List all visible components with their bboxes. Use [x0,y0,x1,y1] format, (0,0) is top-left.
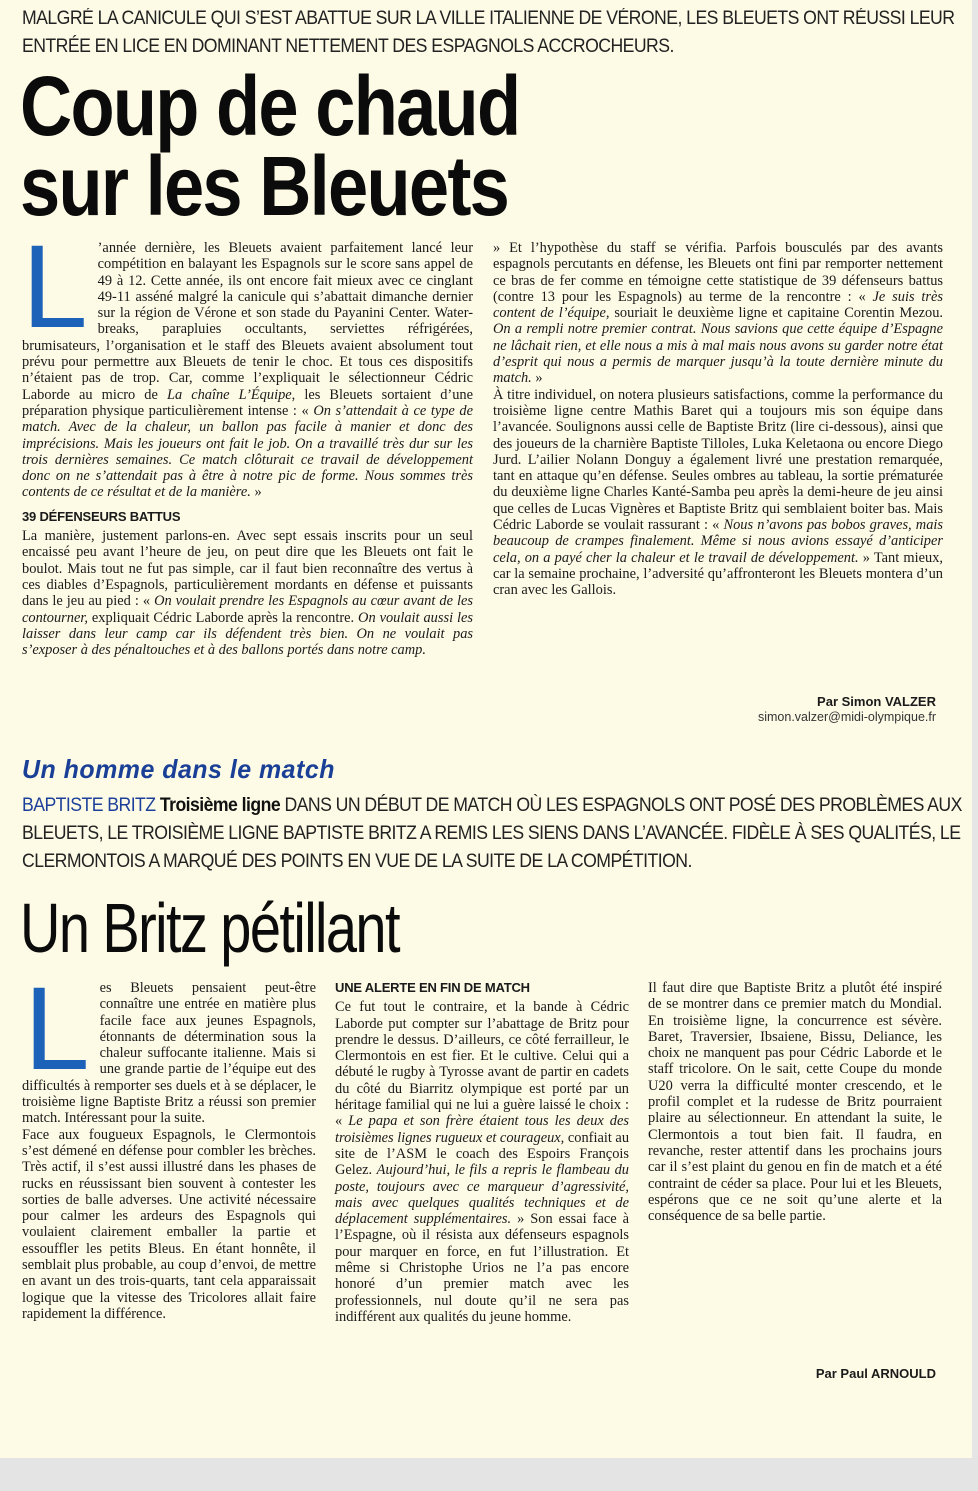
article1-column-1 [22,221,473,659]
article2-rubric: Un homme dans le match [22,754,335,784]
mezou-quote-2: On a rempli notre premier contrat. Nous savions que cette équipe d’Espagne ne lâchait rien, et elle nous a mis à mal mais nous avons su garder notre état d’esprit qui nous a permis de marquer jusqu’à la toute dernière minute du match. [493,321,943,387]
article2-column-1 [22,963,316,1322]
article1-paragraph-4: À titre individuel, on notera plusieurs satisfactions, comme la performance du troisième ligne centre Mathis Baret qui a toujours mis son équipe dans l’avancée. Soulignons aussi celle de Baptiste Britz (lire ci-dessous), ainsi que des joueurs de la charnière Baptiste Tilloles, Luka Keletaona ou encore Diego Jurd. L’ailier Nolann Donguy a également livré une prestation remarquée, tant en attaque qu’en défense. Seules ombres au tableau, la sortie prématurée du deuxième ligne Charles Kanté-Samba peu après la demi-heure de jeu ainsi que celles de Lucas Vignères et Baptiste Britz qui semblaient boiter bas. Mais Cédric Laborde se voulait rassurant : « Nous n’avons pas bobos graves, mais beaucoup de crampes finalement. Même si nous avions essayé d’anticiper cela, on a payé cher la chaleur et le travail de développement. » Tant mieux, car la semaine prochaine, l’adversité qu’affronteront les Bleuets montera d’un cran avec les Gallois. [493,386,943,599]
article1-column-2 [493,240,943,599]
article1-signature: Par Simon VALZER [817,694,936,709]
article2-column-2 [335,980,629,1325]
article2-paragraph-4: Il faut dire que Baptiste Britz a plutôt été inspiré de se montrer dans ce premier match du Mondial. En troisième ligne, la concurrence est sévère. Baret, Traversier, Ibsaiene, Bissu, Deliance, les choix ne manquent pas pour Cédric Laborde et le staff tricolore. On le sait, cette Coupe du monde U20 verra la difficulté monter crescendo, et le profil complet et la rudesse de Britz pourraient plaire au sélectionneur. En attendant la suite, le Clermontois a tout bien fait. Il faudra, en revanche, rester attentif dans les prochains jours car il s’est plaint du genou en fin de match et a été contraint de céder sa place. Pour lui et les Bleuets, espérons que ce ne soit qu’une alerte et la conséquence de sa belle partie. [648,980,942,1225]
article2-paragraph-2: Face aux fougueux Espagnols, le Clermontois s’est démené en défense pour combler les brèches. Très actif, il s’est aussi illustré dans les phases de rucks en réussissant bien souvent à contester les sorties de balle adverses. Une activité nécessaire pour calmer les ardeurs des Espagnols qui voulaient clairement emballer la partie et essouffler les petits Bleus. En étant honnête, il semblait plus probable, au coup d’envoi, de mettre en avant un des trois-quarts, tant cela apparaissait logique que la vitesse des Tricolores allait faire rapidement la différence. [22,1126,316,1322]
article1-paragraph-2: La manière, justement parlons-en. Avec sept essais inscrits pour un seul encaissé peu avant l’heure de jeu, on peut dire que les Bleuets ont fait le boulot. Mais tout ne fut pas simple, car il faut bien reconnaître des vertus à ces diables d’Espagnols, particulièrement mordants en défense et puissants dans le jeu au pied : « On voulait prendre les Espagnols au cœur avant de les contourner, expliquait Cédric Laborde après la rencontre. On voulait aussi les laisser dans leur camp car ils défendent très bien. On ne voulait pas s’exposer à des pénaltouches et à des ballons portés dans notre camp. [22,528,473,659]
article2-column-3 [648,980,942,1224]
article2-paragraph-3: Ce fut tout le contraire, et la bande à Cédric Laborde put compter sur l’abattage de Britz pour prendre le dessus. D’ailleurs, ce côté ferrailleur, le Clermontois en est fier. Et le cultive. Celui qui a débuté le rugby à Tyrosse avant de partir en cadets du côté du Biarritz olympique est porté par un héritage familial qui ne lui a guère laissé le choix : « Le papa et son frère étaient tous les deux des troisièmes lignes rugueux et courageux, confiait au site de l’ASM le coach des Espoirs François Gelez. Aujourd’hui, le fils a repris le flambeau du poste, toujours avec ce marqueur d’agressivité, mais avec quelques qualités techniques et de déplacement supplémentaires. » Son essai face à l’Espagne, où il résista aux défenseurs espagnols pour marquer en force, en fut l’illustration. Et même si Christophe Urios ne l’a pas encore honoré d’un premier match avec les professionnels, nul doute qu’il ne sera pas indifférent aux qualités du jeune homme. [335,999,630,1325]
mezou-quote-1: Je suis très content de l’équipe, [493,288,943,322]
article1-title [20,59,520,233]
player-position: Troisième ligne [159,795,281,816]
article2-paragraph-1: Les Bleuets pensaient peut-être connaître une entrée en matière plus facile face aux jeunes Espagnols, étonnants de détermination sous la chaleur suffocante italienne. Mais si une grande partie de l’équipe eut des difficultés à remporter ses duels et à se déplacer, le troisième ligne Baptiste Britz a réussi son premier match. Intéressant pour la suite. [22,963,316,1127]
article1-chapo [22,5,955,61]
player-name: BAPTISTE BRITZ [22,795,156,816]
page-edge [972,0,978,1458]
laborde-quote-1: On s’attendait à ce type de match. Avec de la chaleur, un ballon pas facile à manier et donc des imprécisions. Mais les joueurs ont fait le job. On a travaillé très dur sur les trois dernières semaines. Ce match clôturait ce travail de développement donc on ne s’attendait pas à être à notre pic de forme. Nous sommes très contents de ce résultat et de la manière. [22,402,473,501]
article2-chapo [22,792,962,876]
article1-title-line1: Coup de chaud [20,59,520,153]
laborde-quote-4: Nous n’avons pas bobos graves, mais beaucoup de crampes finalement. Même si nous avions essayé d’anticiper cela, on a payé cher la chaleur et le travail de développement. [493,517,943,566]
article1-subheading: 39 DÉFENSEURS BATTUS [22,508,181,524]
article2-chapo-line3: CLERMONTOIS A MARQUÉ DES POINTS EN VUE DE LA SUITE DE LA COMPÉTITION. [22,851,692,872]
article2-signature: Par Paul ARNOULD [815,1366,936,1381]
article1-drop-cap: L [22,221,88,353]
article1-chapo-line2: ENTRÉE EN LICE EN DOMINANT NETTEMENT DES ESPAGNOLS ACCROCHEURS. [22,36,674,57]
gelez-quote-1: Le papa et son frère étaient tous les deux des troisièmes lignes rugueux et courageux, [335,1113,629,1146]
article1-paragraph-1: L ’année dernière, les Bleuets avaient parfaitement lancé leur compétition en balayant les Espagnols sur le score sans appel de 49 à 12. Cette année, ils ont encore fait mieux avec ce cinglant 49-11 asséné malgré la canicule qui s’abattait dimanche dernier sur la région de Vérone et son stade du Payanini Center. Water-breaks, parapluies occultants, serviettes réfrigérées, brumisateurs, l’organisation et le staff des Bleuets avaient absolument tout prévu pour permettre aux Bleuets de tenir le choc. Et tous ces dispositifs n’étaient pas de trop. Car, comme l’expliquait le sélectionneur Cédric Laborde au micro de La chaîne L’Équipe, les Bleuets sortaient d’une préparation physique particulièrement intense : « On s’attendait à ce type de match. Avec de la chaleur, un ballon pas facile à manier et donc des imprécisions. Mais les joueurs ont fait le job. On a travaillé très dur sur les trois dernières semaines. Ce match clôturait ce travail de développement donc on ne s’attendait pas à être à notre pic de forme. Nous sommes très contents de ce résultat et de la manière. » [22,221,473,501]
tv-channel-name: La chaîne L’Équipe [166,386,292,403]
laborde-quote-3: On voulait aussi les laisser dans leur camp car ils défendent très bien. On ne voulait pas s’exposer à des pénaltouches et à des ballons portés dans notre camp. [22,609,473,659]
article1-chapo-line1: MALGRÉ LA CANICULE QUI S’EST ABATTUE SUR LA VILLE ITALIENNE DE VÉRONE, LES BLEUETS ONT RÉUSSI LEUR [22,8,955,29]
article2-chapo-line1: BAPTISTE BRITZ Troisième ligne DANS UN DÉBUT DE MATCH OÙ LES ESPAGNOLS ONT POSÉ DES PROBLÈMES AUX [22,795,962,816]
bottom-bar [0,1458,978,1491]
article1-paragraph-3: » Et l’hypothèse du staff se vérifia. Parfois bousculés par des avants espagnols percutants en défense, les Bleuets ont fini par remporter nettement ce bras de fer comme en témoigne cette statistique de 39 défenseurs battus (contre 13 pour les Espagnols) au terme de la rencontre : « Je suis très content de l’équipe, souriait le deuxième ligne et capitaine Corentin Mezou. On a rempli notre premier contrat. Nous savions que cette équipe d’Espagne ne lâchait rien, et elle nous a mis à mal mais nous avons su garder notre état d’esprit qui nous a permis de marquer jusqu’à la toute dernière minute du match. » [493,240,943,387]
article2-subheading: UNE ALERTE EN FIN DE MATCH [335,980,530,995]
article1-title-line2: sur les Bleuets [20,139,509,233]
article2-drop-cap: L [24,963,90,1095]
article1-author-email[interactable]: simon.valzer@midi-olympique.fr [757,710,936,724]
laborde-quote-2: On voulait prendre les Espagnols au cœur avant de les contourner, [22,593,473,626]
gelez-quote-2: Aujourd’hui, le fils a repris le flambeau du poste, toujours avec ce marqueur d’agressivité, mais avec quelques qualités techniques et de déplacement supplémentaires. [335,1162,629,1228]
article2-title: Un Britz pétillant [20,889,399,967]
article2-chapo-line2: BLEUETS, LE TROISIÈME LIGNE BAPTISTE BRITZ A REMIS LES SIENS DANS L’AVANCÉE. FIDÈLE À SES QUALITÉS, LE [22,823,961,844]
